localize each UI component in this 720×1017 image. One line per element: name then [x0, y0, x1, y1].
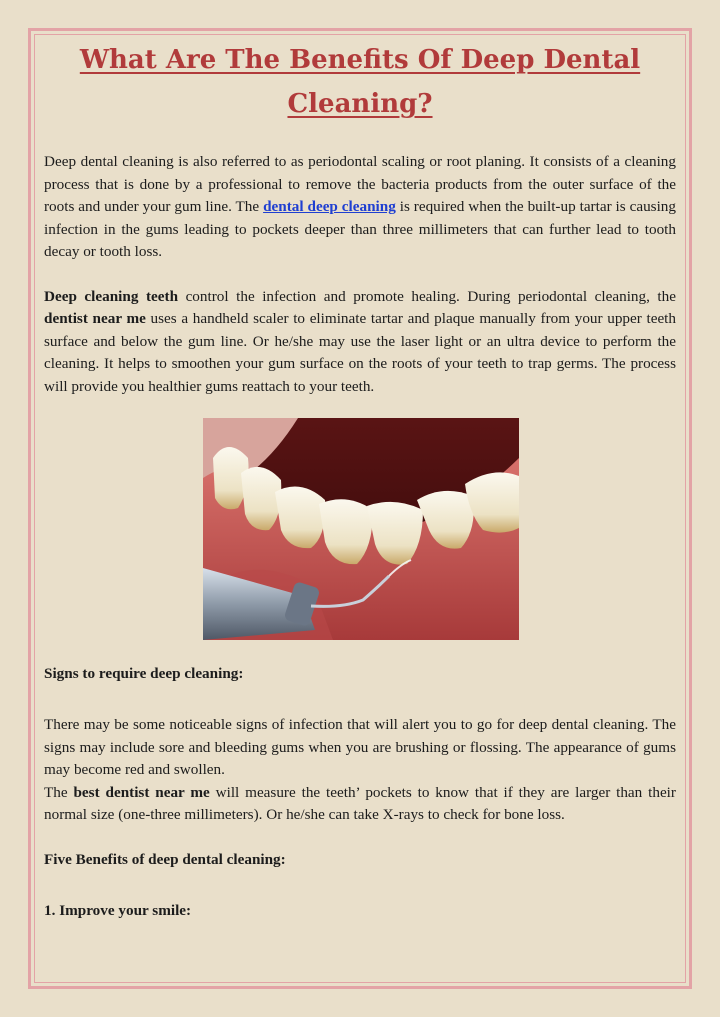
teeth-scaler-illustration — [203, 418, 519, 640]
signs-paragraph — [44, 714, 676, 827]
dental-deep-cleaning-link[interactable]: dental deep cleaning — [263, 198, 396, 215]
dentist-near-me-bold: dentist near me — [44, 310, 146, 327]
title-line-2: Cleaning? — [287, 89, 433, 119]
deep-cleaning-paragraph — [44, 286, 676, 399]
deep-cleaning-teeth-bold: Deep cleaning teeth — [44, 287, 179, 305]
signs-text-1: There may be some noticeable signs of infection that will alert you to go for deep dental cleaning. The signs may include sore and bleeding gums when you are brushing or flossing. The appearance of gums may become red and swollen. — [44, 716, 676, 778]
deep-cleaning-text-2: uses a handheld scaler to eliminate tartar and plaque manually from your upper teeth surface and below the gum line. Or he/she may use the laser light or an ultra device to perform the cleaning. It helps to smoothen your gum surface on the roots of your teeth to trap germs. The process will provide you healthier gums reattach to your teeth. — [44, 310, 676, 395]
dental-scaling-image — [203, 418, 519, 640]
signs-text-2-start: The — [44, 783, 74, 801]
intro-text-1: Deep dental cleaning is also referred to as periodontal scaling or root planing. It consists of a cleaning process that is done by a professional to remove the bacteria products from the outer surface of the roots and under your gum line. The — [44, 153, 676, 215]
signs-text-2-end: will measure the teeth’ pockets to know that if they are larger than their normal size (one-three millimeters). Or he/she can take X-rays to check for bone loss. — [44, 783, 676, 823]
title-line-1: What Are The Benefits Of Deep Dental — [79, 45, 641, 75]
benefit-1-heading: 1. Improve your smile: — [44, 902, 192, 919]
best-dentist-near-me-bold: best dentist near me — [73, 783, 210, 801]
page-title — [44, 38, 676, 126]
intro-text-2: is required when the built-up tartar is causing infection in the gums leading to pockets deeper than three millimeters that can further lead to tooth decay or tooth loss. — [44, 198, 676, 260]
signs-heading: Signs to require deep cleaning: — [44, 665, 244, 682]
deep-cleaning-text-1: control the infection and promote healing. During periodontal cleaning, the — [178, 287, 676, 305]
intro-paragraph — [44, 151, 676, 264]
benefits-heading: Five Benefits of deep dental cleaning: — [44, 851, 286, 868]
article — [44, 38, 676, 398]
